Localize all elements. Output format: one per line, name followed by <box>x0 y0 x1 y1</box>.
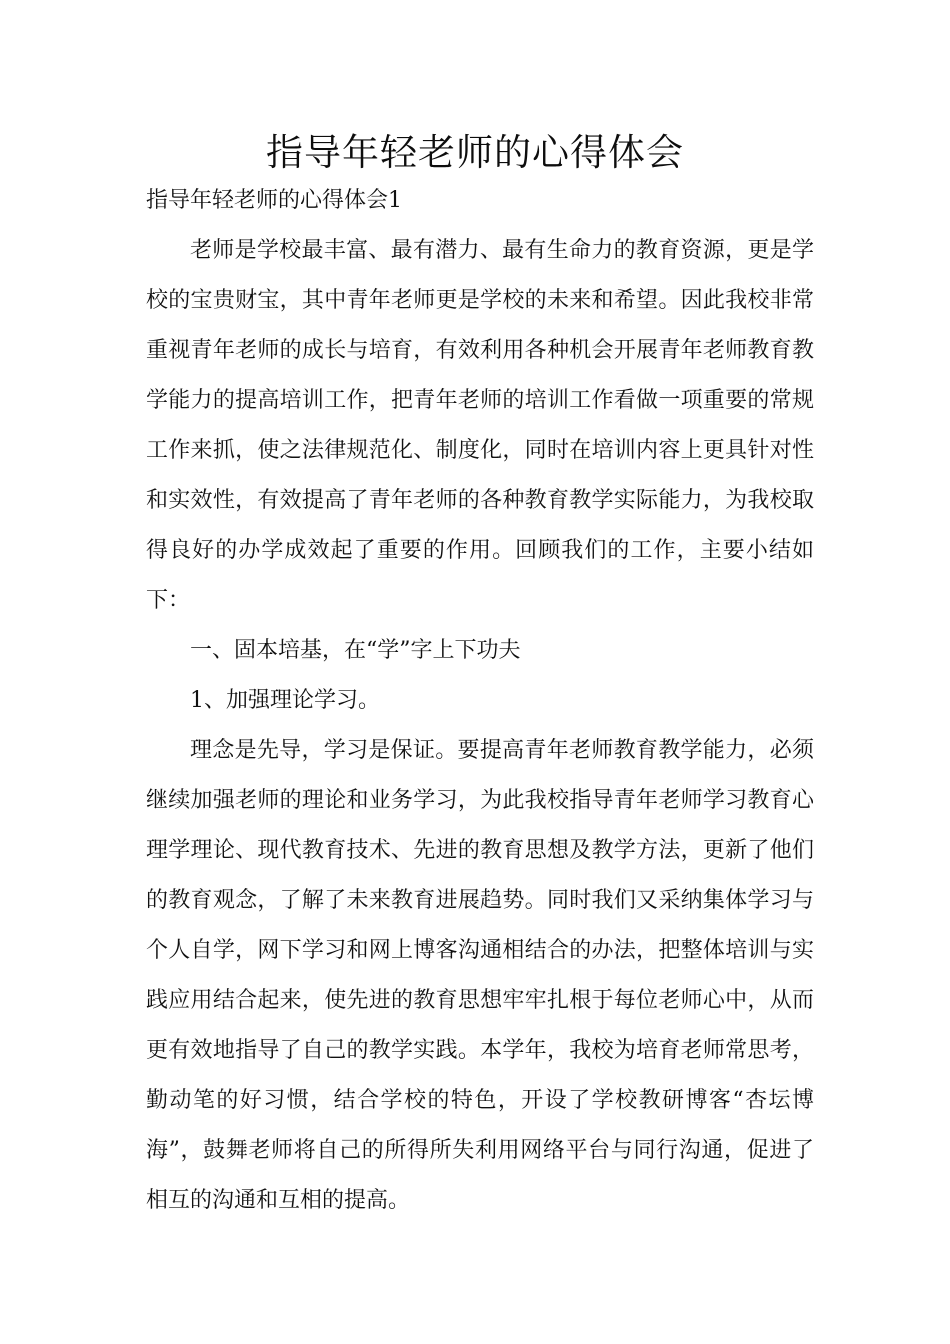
document-title: 指导年轻老师的心得体会 <box>266 131 684 174</box>
body-block-1 <box>146 226 814 1226</box>
paragraph-theory-study: 理念是先导，学习是保证。要提高青年老师教育教学能力，必须继续加强老师的理论和业务学习，为此我校指导青年老师学习教育心理学理论、现代教育技术、先进的教育思想及教学方法，更新了他们的教育观念，了解了未来教育进展趋势。同时我们又采纳集体学习与个人自学，网下学习和网上博客沟通相结合的办法，把整体培训与实践应用结合起来，使先进的教育思想牢牢扎根于每位老师心中，从而更有效地指导了自己的教学实践。本学年，我校为培育老师常思考，勤动笔的好习惯，结合学校的特色，开设了学校教研博客“杏坛博海”，鼓舞老师将自己的所得所失利用网络平台与同行沟通，促进了相互的沟通和互相的提高。 <box>146 738 814 1213</box>
paragraph-intro: 老师是学校最丰富、最有潜力、最有生命力的教育资源，更是学校的宝贵财宝，其中青年老师更是学校的未来和希望。因此我校非常重视青年老师的成长与培育，有效利用各种机会开展青年老师教育教学能力的提高培训工作，把青年老师的培训工作看做一项重要的常规工作来抓，使之法律规范化、制度化，同时在培训内容上更具针对性和实效性，有效提高了青年老师的各种教育教学实际能力，为我校取得良好的办学成效起了重要的作用。回顾我们的工作，主要小结如下： <box>146 238 814 613</box>
section-heading: 一、固本培基，在“学”字上下功夫 <box>190 638 521 663</box>
subsection-heading: 1、加强理论学习。 <box>190 688 380 713</box>
document-subtitle: 指导年轻老师的心得体会1 <box>146 188 402 213</box>
